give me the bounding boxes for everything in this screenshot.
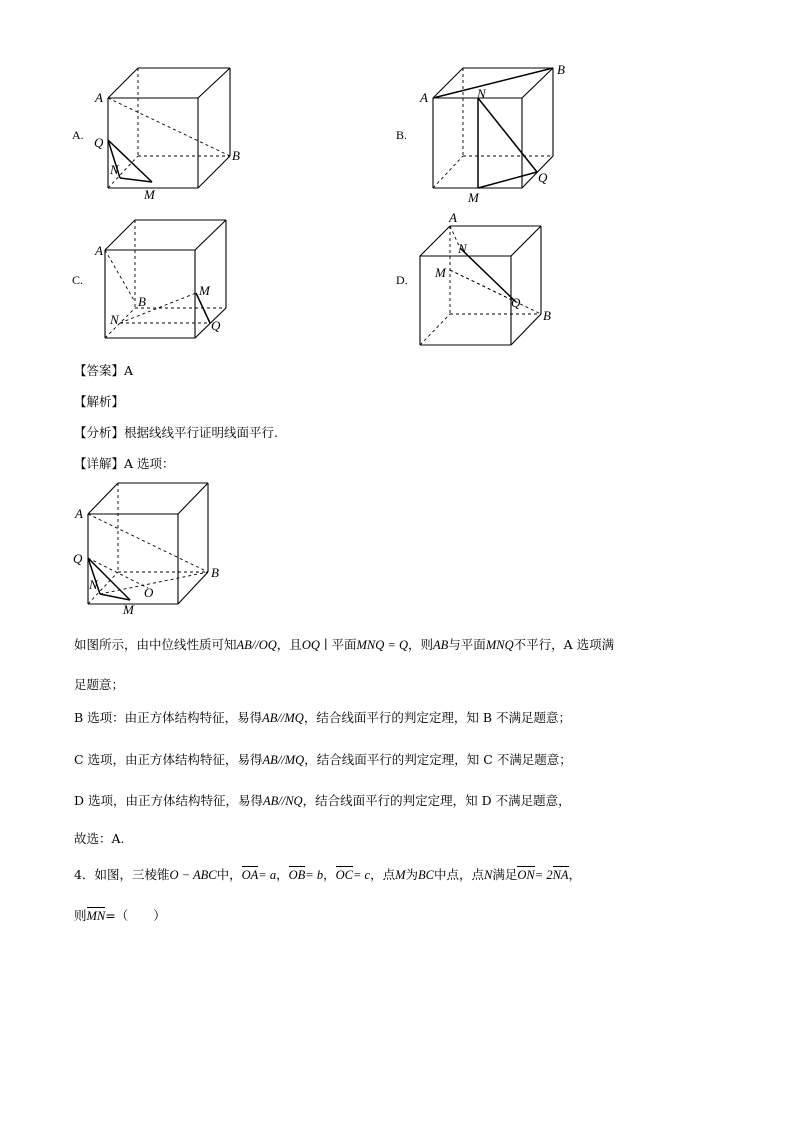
para1-text-2: ，且: [276, 637, 302, 652]
q4-eq-1: = a: [258, 868, 277, 882]
para1-text-3: 平面: [331, 637, 357, 652]
detail-point-n: N: [89, 577, 98, 592]
option-c-point-q: Q: [211, 318, 221, 333]
option-a-point-m: M: [144, 187, 155, 202]
option-c-point-a: A: [95, 243, 103, 258]
q4-text-2: 中，: [216, 867, 242, 882]
option-d-point-n: N: [458, 241, 467, 256]
option-b-point-m: M: [468, 190, 479, 205]
optc-math: AB//MQ: [262, 753, 305, 767]
q4-segment-bc: BC: [418, 868, 435, 882]
xiangjie-text: A 选项：: [124, 456, 175, 471]
q4-point-n: N: [484, 868, 493, 882]
detail-point-o: O: [144, 585, 154, 600]
q4-eq-2: = b: [305, 868, 324, 882]
optd-text-1: D 选项，由正方体结构特征，易得: [74, 793, 263, 808]
analysis-tag: 【解析】: [74, 394, 125, 409]
para1-math-2: OQ: [301, 638, 320, 652]
detail-point-q: Q: [73, 551, 83, 566]
option-a-point-q: Q: [94, 135, 104, 150]
option-c-point-n: N: [110, 312, 119, 327]
q4-text-6: 满足: [492, 867, 518, 882]
optd-text-2: ，结合线面平行的判定定理，知 D 不满足题意，: [302, 793, 571, 808]
option-c-label: C.: [72, 273, 84, 287]
q4-text-5: 中点，点: [434, 867, 485, 882]
option-a-point-a: A: [95, 90, 103, 105]
option-d-point-a: A: [449, 210, 457, 225]
q4-vector-on: ON: [517, 868, 535, 882]
para1-math-4: AB: [433, 638, 449, 652]
option-d-label: D.: [396, 273, 408, 287]
para1-symbol: ∣: [323, 637, 328, 652]
option-b-point-b: B: [557, 62, 565, 77]
option-d-point-q: Q: [511, 295, 521, 310]
q4-vector-na: NA: [552, 868, 569, 882]
option-c-point-m: M: [199, 283, 210, 298]
answer-value: A: [124, 363, 134, 378]
para1-math-5: MNQ: [485, 638, 514, 652]
option-b-explanation: [74, 708, 571, 726]
optb-text-1: B 选项：由正方体结构特征，易得: [74, 710, 263, 725]
para1-text-1: 如图所示，由中位线性质可知: [74, 637, 237, 652]
option-a-label: A.: [72, 128, 84, 142]
option-d-point-m: M: [435, 265, 446, 280]
q4-text-4: 为: [405, 867, 419, 882]
q4-vector-oc: OC: [335, 868, 353, 882]
fenxi-text: 根据线线平行证明线面平行.: [124, 425, 278, 440]
q4-text-3: ，点: [370, 867, 396, 882]
option-b-point-q: Q: [538, 170, 548, 185]
option-a-point-b: B: [232, 148, 240, 163]
option-a-point-n: N: [110, 162, 119, 177]
q4-text-7: ，: [568, 867, 582, 882]
xiangjie-tag: 【详解】: [74, 456, 125, 471]
q4-vector-oa: OA: [241, 868, 259, 882]
explanation-paragraph-line1: [74, 635, 614, 653]
q4-text-8: 则: [74, 908, 87, 923]
option-d-explanation: [74, 791, 571, 809]
detail-point-m: M: [123, 602, 134, 617]
para1-text-5: 与平面: [448, 637, 486, 652]
para1-math-3: MNQ = Q: [356, 638, 408, 652]
detail-point-b: B: [211, 565, 219, 580]
option-c-explanation: [74, 750, 572, 768]
optc-text-1: C 选项，由正方体结构特征，易得: [74, 752, 263, 767]
question-4-line2: [74, 906, 166, 924]
conclusion-line: 故选：A.: [74, 831, 125, 846]
q4-text-1: 4．如图，三棱锥: [74, 867, 170, 882]
q4-answer-blank: =（ ）: [105, 908, 166, 923]
q4-vector-mn: MN: [86, 909, 106, 923]
para1-text-4: ，则: [408, 637, 434, 652]
fenxi-tag: 【分析】: [74, 425, 125, 440]
detail-point-a: A: [75, 506, 83, 521]
q4-eq-4: = 2: [534, 868, 553, 882]
para1-text-6: 不平行，A 选项满: [513, 637, 615, 652]
option-c-point-b: B: [138, 294, 146, 309]
option-d-point-b: B: [543, 308, 551, 323]
optc-text-2: ，结合线面平行的判定定理，知 C 不满足题意；: [304, 752, 572, 767]
question-4-line1: 4．如图，三棱锥O − ABC中，OA= a，OB= b，OC= c，点M为BC中点，点N满足ON= 2NA，: [74, 867, 582, 882]
q4-point-m: M: [395, 868, 406, 882]
option-b-point-n: N: [477, 86, 486, 101]
q4-eq-3: = c: [352, 868, 371, 882]
optb-math: AB//MQ: [262, 711, 304, 725]
optd-math: AB//NQ: [263, 794, 303, 808]
answer-tag: 【答案】: [74, 363, 125, 378]
para1-math-1: AB//OQ: [236, 638, 277, 652]
q4-tetrahedron: O − ABC: [169, 868, 217, 882]
q4-vector-ob: OB: [288, 868, 306, 882]
option-b-label: B.: [396, 128, 408, 142]
explanation-paragraph-line2: 足题意；: [74, 677, 125, 692]
optb-text-2: ，结合线面平行的判定定理，知 B 不满足题意；: [303, 710, 571, 725]
option-b-point-a: A: [420, 90, 428, 105]
